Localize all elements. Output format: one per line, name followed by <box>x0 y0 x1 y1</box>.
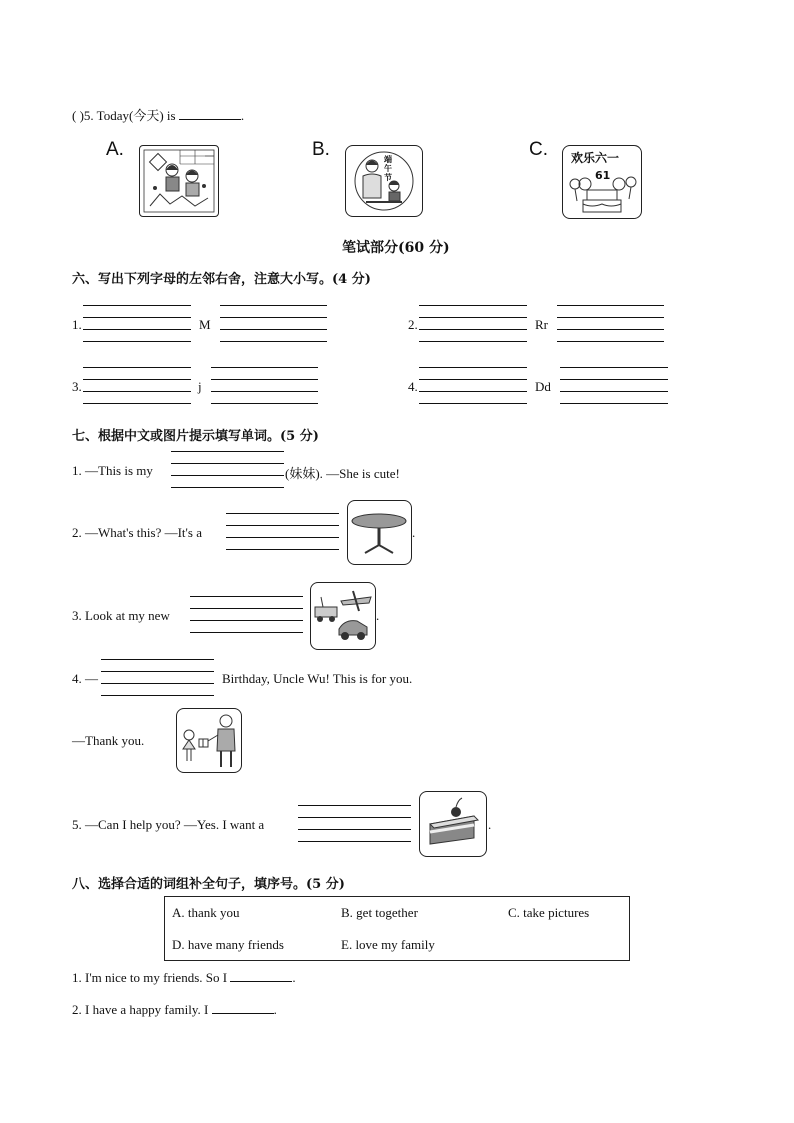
choice-c: C. take pictures <box>508 905 590 920</box>
writing-lines-left[interactable] <box>83 305 191 343</box>
option-c-label: C. <box>529 139 548 160</box>
letter-prompt: j <box>198 379 202 394</box>
table-picture <box>347 500 412 565</box>
letter-prompt: M <box>199 317 211 332</box>
writing-lines-toys[interactable] <box>190 596 303 634</box>
option-b-picture[interactable] <box>345 145 423 217</box>
answer-blank[interactable] <box>230 969 292 982</box>
item-number: 3. <box>72 379 82 394</box>
question-8-2: 2. I have a happy family. I <box>72 1002 209 1017</box>
question-7-2-pre: 2. —What's this? —It's a <box>72 525 202 540</box>
section-6-title: 六、写出下列字母的左邻右舍，注意大小写。(4 分) <box>72 272 371 287</box>
writing-lines-right[interactable] <box>211 367 318 405</box>
choice-b: B. get together <box>341 905 418 920</box>
section-heading-written: 笔试部分(60 分) <box>342 240 450 256</box>
option-a-label: A. <box>106 139 124 160</box>
period: . <box>376 608 380 623</box>
answer-paren: ( ) <box>72 108 84 123</box>
option-b-label: B. <box>312 139 330 160</box>
choice-e: E. love my family <box>341 937 435 952</box>
toys-picture <box>310 582 376 650</box>
question-7-5-pre: 5. —Can I help you? —Yes. I want a <box>72 817 265 832</box>
question-7-1-pre: 1. —This is my <box>72 463 153 478</box>
period: . <box>292 970 296 985</box>
gift-picture <box>176 708 242 773</box>
option-c-caption: 欢乐六一 <box>571 151 620 165</box>
option-c-picture[interactable] <box>562 145 642 219</box>
answer-blank[interactable] <box>212 1001 274 1014</box>
question-7-4-reply: —Thank you. <box>72 733 145 748</box>
writing-lines-left[interactable] <box>419 367 527 405</box>
writing-lines-sister[interactable] <box>171 451 284 489</box>
question-text: 5. Today(今天) is <box>83 108 176 123</box>
section-7-title: 七、根据中文或图片提示填写单词。(5 分) <box>72 429 319 444</box>
writing-lines-right[interactable] <box>557 305 664 343</box>
answer-blank[interactable] <box>179 107 241 120</box>
writing-lines-left[interactable] <box>419 305 527 343</box>
period: . <box>488 817 492 832</box>
letter-prompt: Rr <box>535 317 548 332</box>
question-7-3-pre: 3. Look at my new <box>72 608 170 623</box>
writing-lines-birthday[interactable] <box>101 659 214 697</box>
cake-picture <box>419 791 487 857</box>
question-7-4-pre: 4. — <box>72 671 98 686</box>
section-8-title: 八、选择合适的词组补全句子，填序号。(5 分) <box>72 877 345 892</box>
writing-lines-right[interactable] <box>220 305 327 343</box>
period: . <box>240 108 245 123</box>
question-7-4-post: Birthday, Uncle Wu! This is for you. <box>222 671 413 686</box>
letter-prompt: Dd <box>535 379 551 394</box>
item-number: 2. <box>408 317 418 332</box>
item-number: 1. <box>72 317 82 332</box>
writing-lines-right[interactable] <box>560 367 668 405</box>
option-c-number: 61 <box>595 169 611 182</box>
question-7-1-post: (妹妹). —She is cute! <box>285 466 400 481</box>
choice-d: D. have many friends <box>172 937 284 952</box>
writing-lines-cake[interactable] <box>298 805 411 843</box>
option-a-picture[interactable] <box>139 145 219 217</box>
item-number: 4. <box>408 379 418 394</box>
period: . <box>273 1002 277 1017</box>
writing-lines-table[interactable] <box>226 513 339 551</box>
period: . <box>412 525 416 540</box>
question-8-1: 1. I'm nice to my friends. So I <box>72 970 228 985</box>
writing-lines-left[interactable] <box>83 367 191 405</box>
option-b-caption: 端午节 <box>384 155 392 182</box>
choice-a: A. thank you <box>172 905 240 920</box>
